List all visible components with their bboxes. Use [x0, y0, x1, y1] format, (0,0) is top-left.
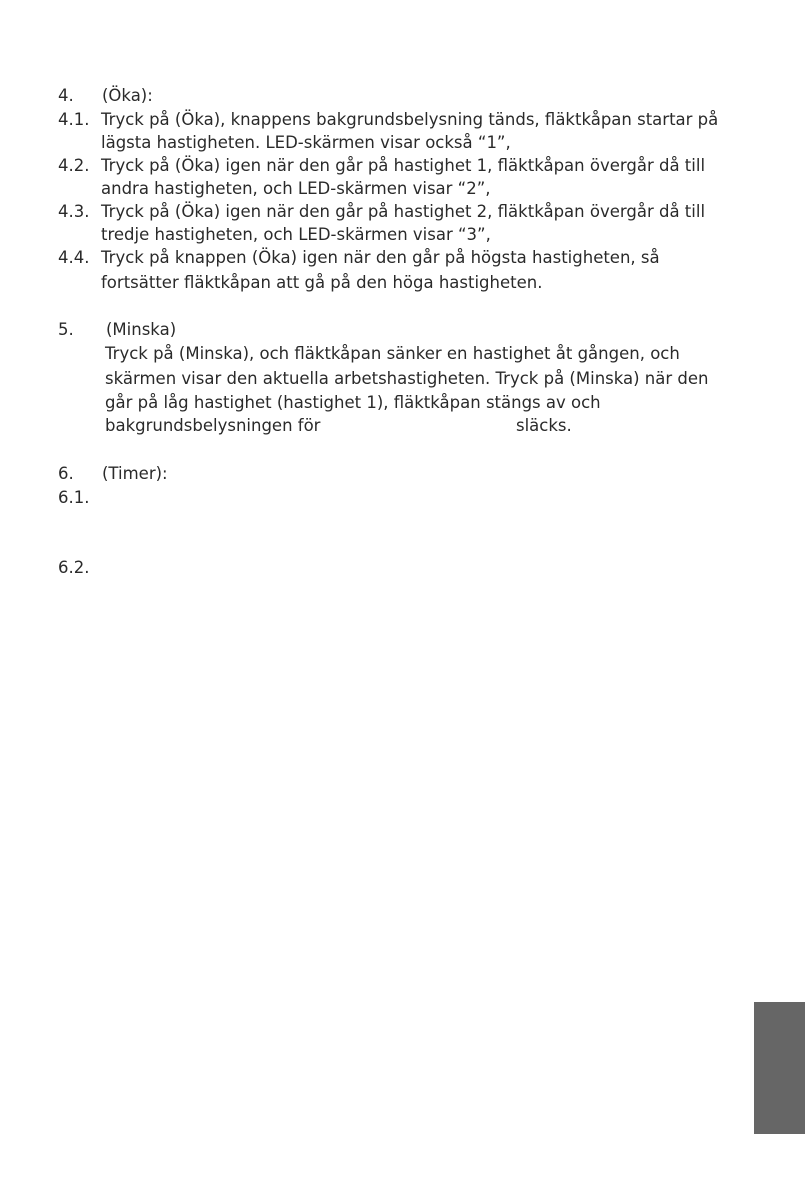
item-4-3-text-1: Tryck på (Öka) igen när den går på hastighet 2, fläktkåpan övergår då till [101, 202, 706, 221]
item-6-2-number: 6.2. [58, 558, 90, 577]
item-4-4-number: 4.4. [58, 248, 90, 267]
section-5-text-3: går på låg hastighet (hastighet 1), fläktkåpan stängs av och [105, 393, 601, 412]
item-4-4-text-1: Tryck på knappen (Öka) igen när den går på högsta hastigheten, så [101, 248, 660, 267]
section-6-heading: (Timer): [102, 464, 168, 483]
item-4-3-number: 4.3. [58, 202, 90, 221]
item-4-3-text-2: tredje hastigheten, och LED-skärmen visar “3”, [101, 225, 491, 244]
item-4-2-text-2: andra hastigheten, och LED-skärmen visar “2”, [101, 179, 491, 198]
chapter-side-tab [754, 1002, 805, 1134]
item-4-1-text-1: Tryck på (Öka), knappens bakgrundsbelysning tänds, fläktkåpan startar på [101, 110, 719, 129]
item-4-2-text-1: Tryck på (Öka) igen när den går på hastighet 1, fläktkåpan övergår då till [101, 156, 706, 175]
item-4-2-number: 4.2. [58, 156, 90, 175]
section-5-text-2: skärmen visar den aktuella arbetshastigheten. Tryck på (Minska) när den [105, 369, 709, 388]
section-5-text-4: bakgrundsbelysningen för [105, 416, 321, 435]
section-5-text-1: Tryck på (Minska), och fläktkåpan sänker en hastighet åt gången, och [105, 344, 680, 363]
item-6-1-number: 6.1. [58, 488, 90, 507]
section-6-number: 6. [58, 464, 74, 483]
section-4-number: 4. [58, 86, 74, 105]
item-4-1-text-2: lägsta hastigheten. LED-skärmen visar också “1”, [101, 133, 511, 152]
section-5-heading: (Minska) [106, 320, 177, 339]
section-4-heading: (Öka): [102, 86, 153, 105]
section-5-number: 5. [58, 320, 74, 339]
item-4-1-number: 4.1. [58, 110, 90, 129]
item-4-4-text-2: fortsätter fläktkåpan att gå på den höga hastigheten. [101, 273, 543, 292]
section-5-text-4-tail: släcks. [516, 416, 572, 435]
